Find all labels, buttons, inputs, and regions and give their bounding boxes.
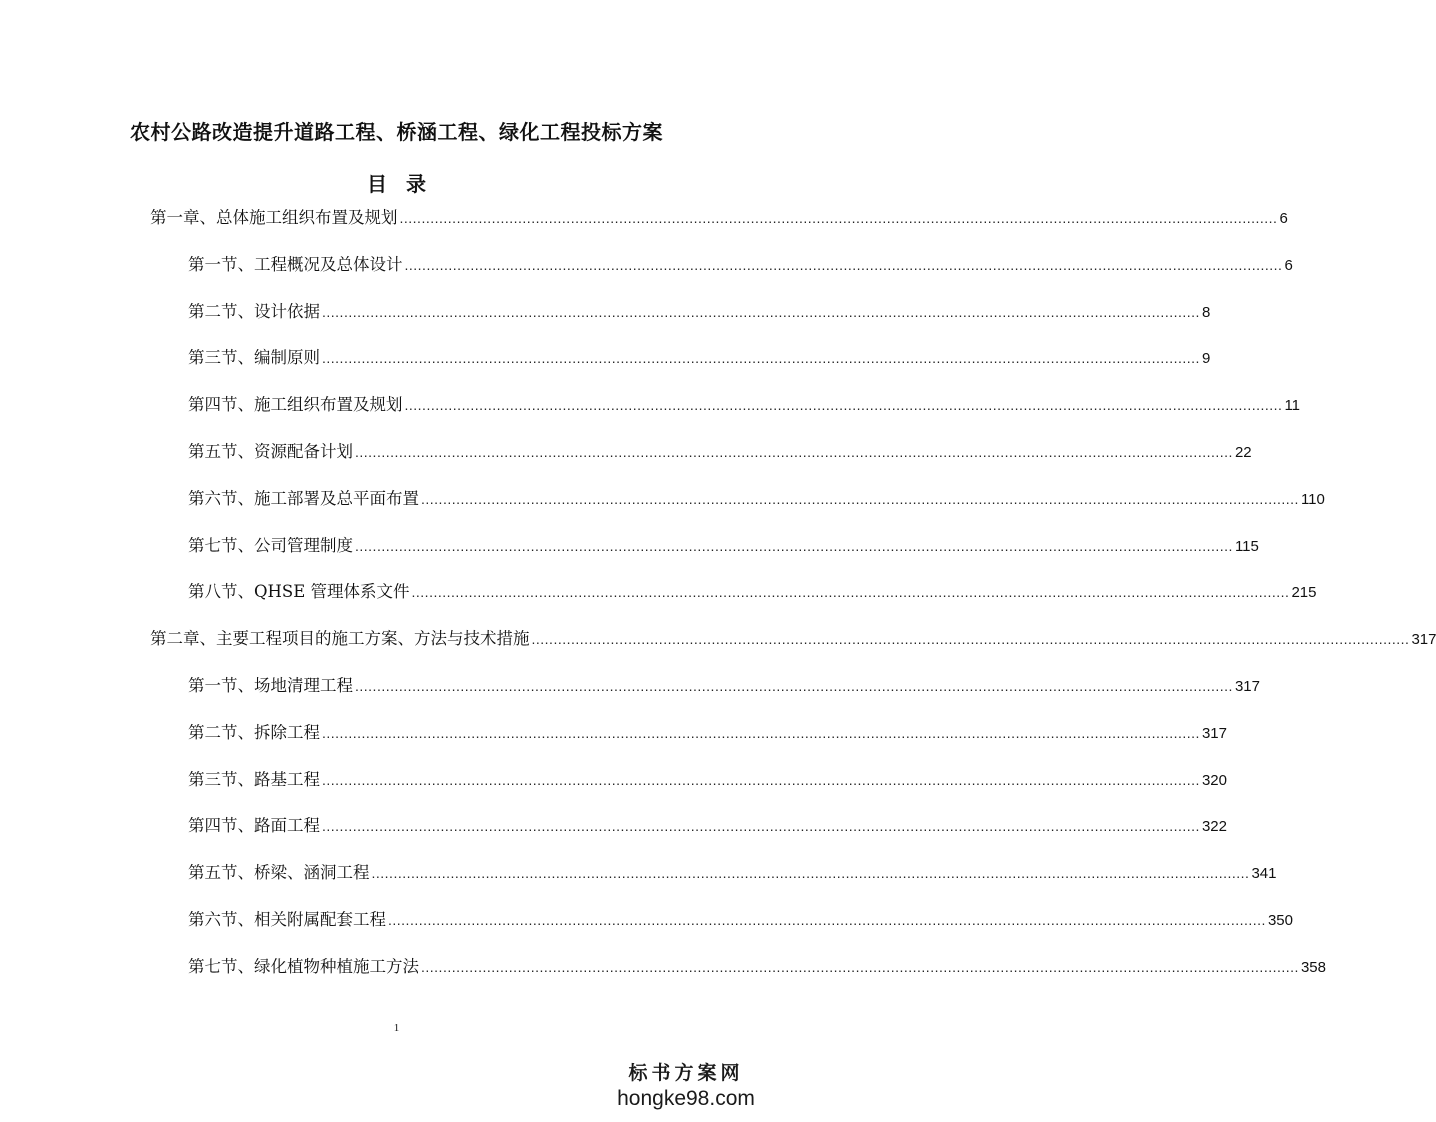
toc-entry[interactable] xyxy=(188,438,1252,466)
watermark-domain: hongke98.com xyxy=(617,1087,755,1110)
toc-entry-label: 第四节、施工组织布置及规划 xyxy=(188,395,403,415)
toc-entry[interactable] xyxy=(188,906,1293,934)
toc-entry-label: 第二章、主要工程项目的施工方案、方法与技术措施 xyxy=(150,629,530,649)
toc-entry-page: 341 xyxy=(1251,865,1277,883)
toc-entry-label: 第一节、工程概况及总体设计 xyxy=(188,254,403,274)
toc-entry-page: 317 xyxy=(1234,678,1260,695)
toc-entry-label: 第六节、相关附属配套工程 xyxy=(188,910,386,929)
watermark-site-name: 标书方案网 xyxy=(628,1062,744,1084)
toc-entry-label: 第七节、公司管理制度 xyxy=(188,535,353,555)
toc-dot-leader: ........................................................................................................................................................................................................ xyxy=(399,210,1278,226)
toc-entry-label: 第五节、资源配备计划 xyxy=(188,442,353,461)
toc-entry[interactable] xyxy=(188,298,1211,326)
toc-entry-page: 9 xyxy=(1201,350,1211,368)
page-number: 1 xyxy=(393,1022,400,1034)
toc-entry-page: 6 xyxy=(1279,210,1288,227)
toc-dot-leader: ........................................................................................................................................................................................................ xyxy=(421,958,1299,975)
toc-entry-page: 358 xyxy=(1300,958,1326,976)
toc-entry-label: 第三节、路基工程 xyxy=(188,769,320,789)
toc-entry[interactable] xyxy=(188,578,1317,606)
toc-dot-leader: ........................................................................................................................................................................................................ xyxy=(322,771,1200,788)
toc-dot-leader: ........................................................................................................................................................................................................ xyxy=(371,865,1250,882)
toc-entry-page: 320 xyxy=(1201,771,1227,789)
toc-entry-label: 第六节、施工部署及总平面布置 xyxy=(188,488,419,508)
toc-entry[interactable] xyxy=(188,391,1301,419)
toc-heading: 目 录 xyxy=(367,172,426,196)
toc-entry-label: 第七节、绿化植物种植施工方法 xyxy=(188,956,419,976)
toc-entry-label: 第五节、桥梁、涵洞工程 xyxy=(188,863,370,883)
toc-entry-page: 11 xyxy=(1284,397,1301,415)
toc-entry-page: 8 xyxy=(1201,303,1211,321)
toc-entry-page: 317 xyxy=(1201,724,1227,742)
toc-entry[interactable] xyxy=(188,719,1227,747)
toc-entry[interactable] xyxy=(188,766,1227,794)
toc-dot-leader: ........................................................................................................................................................................................................ xyxy=(355,537,1233,554)
toc-entry-page: 322 xyxy=(1201,818,1227,836)
toc-dot-leader: ........................................................................................................................................................................................................ xyxy=(322,818,1200,835)
toc-entry-label: 第四节、路面工程 xyxy=(188,816,320,836)
toc-entry[interactable] xyxy=(188,953,1326,981)
toc-entry-page: 110 xyxy=(1300,490,1325,508)
toc-entry-label: 第三节、编制原则 xyxy=(188,348,320,368)
toc-dot-leader: ........................................................................................................................................................................................................ xyxy=(322,724,1200,741)
watermark-logo xyxy=(591,1060,781,1112)
toc-dot-leader: ........................................................................................................................................................................................................ xyxy=(531,631,1410,648)
toc-dot-leader: ........................................................................................................................................................................................................ xyxy=(421,490,1299,507)
toc-entry-page: 215 xyxy=(1291,584,1317,602)
toc-entry-page: 6 xyxy=(1284,256,1293,274)
toc-entry-label: 第一节、场地清理工程 xyxy=(188,676,353,695)
toc-entry-label: 第二节、设计依据 xyxy=(188,301,320,321)
toc-dot-leader: ........................................................................................................................................................................................................ xyxy=(322,350,1200,367)
toc-entry[interactable] xyxy=(188,859,1277,887)
toc-entry-page: 350 xyxy=(1267,912,1293,929)
toc-dot-leader: ........................................................................................................................................................................................................ xyxy=(322,303,1200,320)
toc-entry-label: 第二节、拆除工程 xyxy=(188,722,320,742)
toc-entry[interactable] xyxy=(188,344,1211,372)
toc-dot-leader: ........................................................................................................................................................................................................ xyxy=(404,397,1283,414)
toc-entry-label: 第八节、QHSE 管理体系文件 xyxy=(188,582,410,602)
document-title: 农村公路改造提升道路工程、桥涵工程、绿化工程投标方案 xyxy=(130,120,663,144)
toc-entry-page: 22 xyxy=(1234,444,1252,461)
toc-dot-leader: ........................................................................................................................................................................................................ xyxy=(355,444,1233,460)
toc-entry[interactable] xyxy=(188,251,1293,279)
toc-entry[interactable] xyxy=(188,485,1325,513)
toc-dot-leader: ........................................................................................................................................................................................................ xyxy=(411,584,1290,601)
toc-dot-leader: ........................................................................................................................................................................................................ xyxy=(355,678,1233,694)
toc-entry[interactable] xyxy=(188,532,1259,560)
toc-entry[interactable] xyxy=(150,625,1436,653)
toc-entry[interactable] xyxy=(188,672,1260,700)
toc-entry[interactable] xyxy=(150,204,1288,232)
toc-entry-page: 115 xyxy=(1234,537,1259,555)
toc-dot-leader: ........................................................................................................................................................................................................ xyxy=(388,912,1266,928)
toc-entry[interactable] xyxy=(188,812,1227,840)
toc-entry-label: 第一章、总体施工组织布置及规划 xyxy=(150,208,398,227)
toc-dot-leader: ........................................................................................................................................................................................................ xyxy=(404,256,1283,273)
toc-entry-page: 317 xyxy=(1411,631,1436,649)
